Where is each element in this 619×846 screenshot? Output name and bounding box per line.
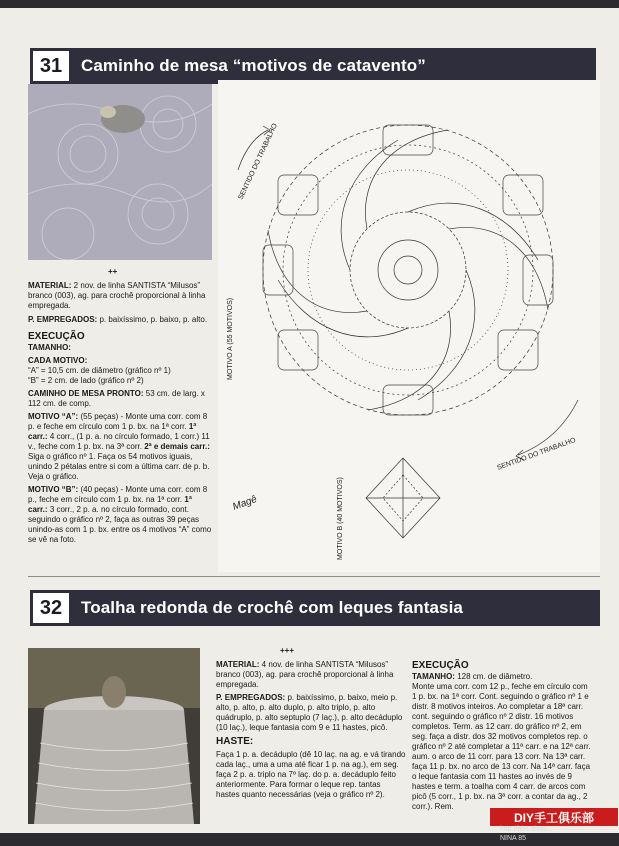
motivo-b-size: “B” = 2 cm. de lado (gráfico nº 2) (28, 376, 144, 385)
lace-photo-31 (28, 84, 212, 260)
footer-bar (0, 833, 619, 846)
direction-label-1: SENTIDO DO TRABALHO (237, 122, 279, 201)
section-32-col1 (216, 660, 406, 800)
section-32-col2 (412, 660, 592, 812)
tablecloth-photo (28, 648, 200, 824)
haste-heading: HASTE: (216, 736, 254, 747)
caminho-31: CAMINHO DE MESA PRONTO: 53 cm. de larg. x 112 cm. de comp. (28, 389, 205, 408)
section-32-number: 32 (33, 593, 69, 623)
motivo-b-31: MOTIVO “B”: (40 peças) - Monte uma corr. com 8 p., feche em círculo com 1 p. bx. na 1ª corr. 1ª carr.: 3 corr., 2 p. a. no círculo formado, cont. seguindo o gráfico nº 2, faça as outras 39 peças unindo-as com 1 p. bx. entre os 4 motivos “A” como se vê na foto. (28, 485, 212, 544)
execucao-32-heading: EXECUÇÃO (412, 660, 469, 671)
direction-label-2: SENTIDO DO TRABALHO (496, 436, 577, 472)
section-32-photo (28, 648, 200, 824)
section-31-header (30, 48, 596, 84)
haste-text: Faça 1 p. a. decáduplo (dê 10 laç. na ag. e vá tirando cada laç., uma a uma até ficar 1 p. na ag.), em seg. faça 2 p. a. triplo na 7º laç. do p. a. decáduplo feito anteriormente. Para formar o leque rep. tantas hastes quanto necessárias (veja o gráfico nº 2). (216, 750, 406, 799)
page-label: NINA 85 (500, 835, 527, 842)
material-31: MATERIAL: 2 nov. de linha SANTISTA “Milusos” branco (003), ag. para crochê proporcional à linha empregada. (28, 281, 206, 310)
section-31-title: Caminho de mesa “motivos de catavento” (81, 56, 426, 75)
pontos-32: P. EMPREGADOS: p. baixíssimo, p. baixo, meio p. alto, p. alto, p. alto duplo, p. alto triplo, p. alto quádruplo, p. alto septuplo (7 laç.), p. alto decáduplo (10 laç.), leque fantasia com 9 e 11 hastes, picô. (216, 693, 403, 732)
execucao-31-heading: EXECUÇÃO (28, 331, 85, 342)
material-32: MATERIAL: 4 nov. de linha SANTISTA “Milusos” branco (003), ag. para crochê proporcional à linha empregada. (216, 660, 394, 689)
top-bar (0, 0, 619, 8)
section-32-title: Toalha redonda de crochê com leques fantasia (81, 598, 463, 617)
motivo-a-label: MOTIVO A (55 MOTIVOS) (227, 297, 234, 380)
motivo-a-31: MOTIVO “A”: (55 peças) - Monte uma corr. com 8 p. e feche em círculo com 1 p. bx. na 1ª corr. 1ª carr.: 4 corr., (1 p. a. no círculo formado, 1 corr.) 11 v., feche com 1 p. bx. na 3ª corr. 2ª e demais carr.: Siga o gráfico nº 1. Faça os 54 motivos iguais, unindo 2 pétalas entre si com a última carr. de p. b. Veja o gráfico. (28, 412, 210, 481)
watermark-url: http://bbs.shou... (500, 826, 552, 833)
section-31-text (28, 281, 212, 545)
execucao-32-text: Monte uma corr. com 12 p., feche em círculo com 1 p. bx. na 1ª corr. Cont. seguindo o gráfico nº 1 e distr. 8 motivos inteiros. Ao completar a 18ª carr. cont. seguindo o gráfico nº 2 distr. 16 motivos completos. Term. as 12 carr. do gráfico nº 2, em seg. faça a distr. dos 32 motivos completos rep. o gráfico nº 2 até completar a 11ª carr. e na 12ª carr. aum. o arco de 11 corr. para 13 corr. Na 13ª carr. faça 11 p. bx. no arco de 13 corr. Na 14ª carr. faça o leque fantasia com 11 hastes ao invés de 9 hastes e term. a toalha com 4 carr. de arcos com picô (5 corr., 1 p. bx. na 3ª corr. a contar da ag., 2 corr.). Rem. (412, 682, 591, 811)
crochet-chart-svg (218, 80, 600, 572)
section-31-difficulty: ++ (108, 267, 118, 276)
section-32-difficulty: +++ (280, 646, 295, 655)
section-31-number: 31 (33, 51, 69, 81)
pontos-31: P. EMPREGADOS: p. baixíssimo, p. baixo, p. alto. (28, 315, 208, 324)
motivo-b-label: MOTIVO B (40 MOTIVOS) (337, 477, 344, 560)
watermark-badge: DIY手工俱乐部 (490, 808, 618, 826)
section-31-photo (28, 84, 212, 260)
section-32-header (30, 590, 600, 626)
divider (28, 576, 600, 577)
tamanho-32: TAMANHO: 128 cm. de diâmetro. (412, 672, 533, 681)
tamanho-31-label: TAMANHO: (28, 343, 71, 352)
cada-motivo-label: CADA MOTIVO: (28, 356, 88, 365)
signature: Magê (231, 493, 259, 513)
motivo-a-size: “A” = 10,5 cm. de diâmetro (gráfico nº 1) (28, 366, 171, 375)
crochet-diagram (218, 80, 600, 572)
